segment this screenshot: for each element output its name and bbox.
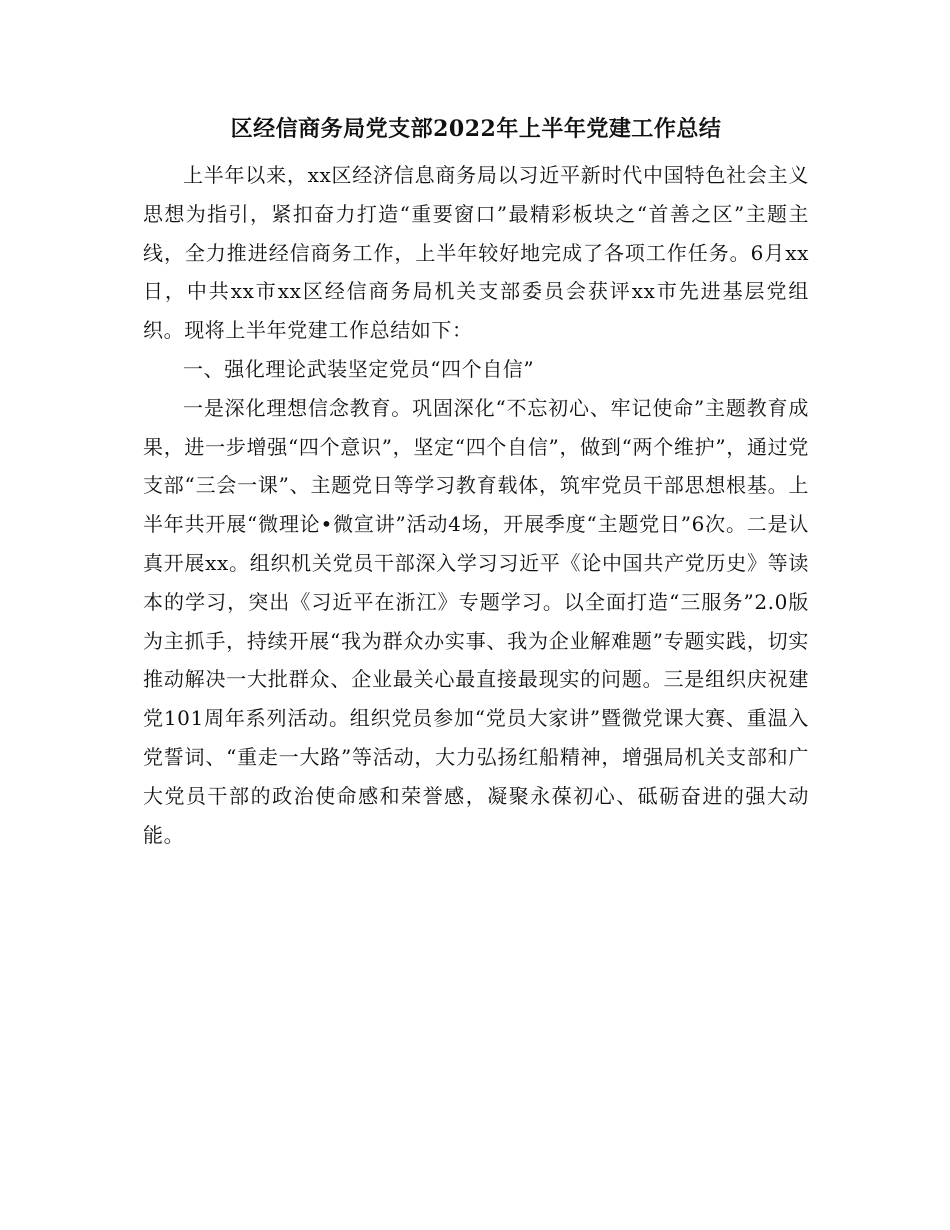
section-1-paragraph: 一是深化理想信念教育。巩固深化“不忘初心、牢记使命”主题教育成果，进一步增强“四个意识”，坚定“四个自信”，做到“两个维护”，通过党支部“三会一课”、主题党日等学习教育载体，筑牢党员干部思想根基。上半年共开展“微理论•微宣讲”活动4场，开展季度“主题党日”6次。二是认真开展xx。组织机关党员干部深入学习习近平《论中国共产党历史》等读本的学习，突出《习近平在浙江》专题学习。以全面打造“三服务”2.0版为主抓手，持续开展“我为群众办实事、我为企业解难题”专题实践，切实推动解决一大批群众、企业最关心最直接最现实的问题。三是组织庆祝建党101周年系列活动。组织党员参加“党员大家讲”暨微党课大赛、重温入党誓词、“重走一大路”等活动，大力弘扬红船精神，增强局机关支部和广大党员干部的政治使命感和荣誉感，凝聚永葆初心、砥砺奋进的强大动能。 [143, 395, 809, 847]
intro-paragraph: 上半年以来，xx区经济信息商务局以习近平新时代中国特色社会主义思想为指引，紧扣奋力打造“重要窗口”最精彩板块之“首善之区”主题主线，全力推进经信商务工作，上半年较好地完成了各项工作任务。6月xx日，中共xx市xx区经信商务局机关支部委员会获评xx市先进基层党组织。现将上半年党建工作总结如下： [143, 163, 809, 343]
document-title: 区经信商务局党支部2022年上半年党建工作总结 [230, 116, 722, 142]
section-1-heading: 一、强化理论武装坚定党员“四个自信” [183, 356, 535, 381]
document-body [143, 108, 809, 854]
